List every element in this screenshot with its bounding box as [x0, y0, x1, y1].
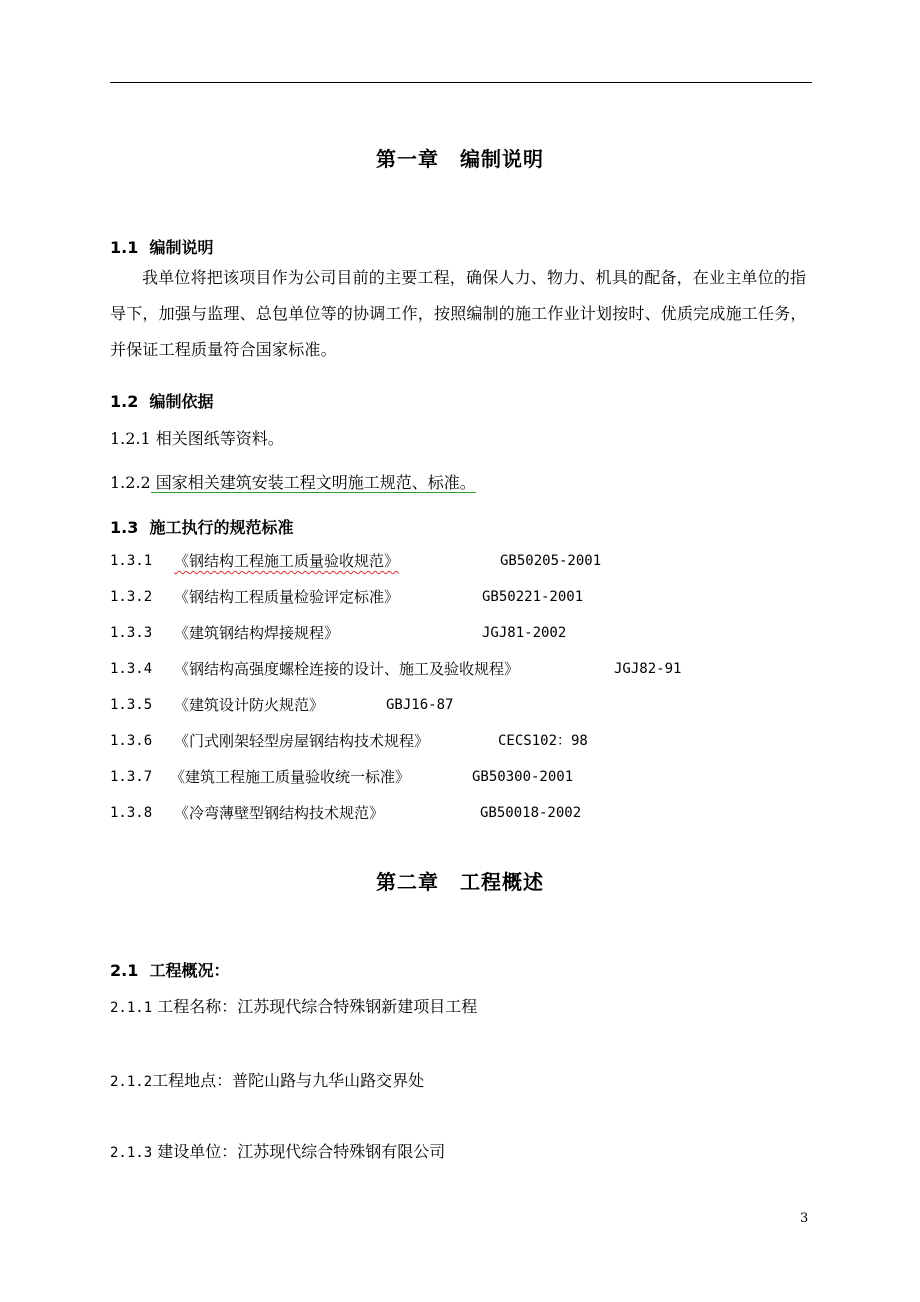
- standard-code: GBJ16-87: [386, 697, 454, 713]
- item-1-2-1: 1.2.1 相关图纸等资料。: [110, 429, 284, 448]
- info-project-location: [110, 1068, 424, 1091]
- header-rule: [110, 82, 812, 83]
- standard-code: GB50300-2001: [472, 769, 574, 785]
- standard-number: 1.3.4: [110, 661, 153, 677]
- standard-number: 1.3.2: [110, 589, 153, 605]
- standard-name: 《门式刚架轻型房屋钢结构技术规程》: [174, 732, 430, 750]
- info-text: 工程名称：江苏现代综合特殊钢新建项目工程: [152, 997, 478, 1016]
- standard-name: 《建筑设计防火规范》: [174, 696, 325, 714]
- standard-number: 1.3.8: [110, 805, 153, 821]
- standard-number: 1.3.7: [110, 769, 153, 785]
- standard-code: JGJ82-91: [614, 661, 682, 677]
- standard-name: 《建筑钢结构焊接规程》: [174, 624, 340, 642]
- info-number: 2.1.3: [110, 1145, 153, 1161]
- standard-number: 1.3.5: [110, 697, 153, 713]
- standard-name: 《钢结构工程质量检验评定标准》: [174, 588, 400, 606]
- standard-code: GB50205-2001: [500, 553, 602, 569]
- info-number: 2.1.2: [110, 1074, 153, 1090]
- standard-number: 1.3.1: [110, 553, 153, 569]
- standard-code: GB50221-2001: [482, 589, 584, 605]
- item-1-2-2: [110, 470, 476, 493]
- page-number: 3: [800, 1211, 809, 1226]
- standard-number: 1.3.3: [110, 625, 153, 641]
- chapter-2-title: 第二章 工程概述: [376, 870, 544, 894]
- section-1-1-title: 1.1 编制说明: [110, 238, 214, 257]
- info-client: [110, 1139, 445, 1162]
- standard-name: 《钢结构工程施工质量验收规范》: [174, 552, 400, 570]
- standard-name: 《冷弯薄壁型钢结构技术规范》: [174, 804, 385, 822]
- section-2-1-title: 2.1 工程概况：: [110, 961, 230, 980]
- info-number: 2.1.1: [110, 1000, 153, 1016]
- item-1-2-2-text: 国家相关建筑安装工程文明施工规范、标准。: [150, 473, 476, 492]
- item-1-2-2-num: 1.2.2: [110, 473, 151, 492]
- standard-code: CECS102：98: [498, 733, 588, 749]
- standard-code: GB50018-2002: [480, 805, 582, 821]
- info-text: 工程地点：普陀山路与九华山路交界处: [152, 1071, 425, 1090]
- standard-code: JGJ81-2002: [482, 625, 567, 641]
- standard-name: 《建筑工程施工质量验收统一标准》: [170, 768, 411, 786]
- section-1-2-title: 1.2 编制依据: [110, 392, 214, 411]
- info-text: 建设单位：江苏现代综合特殊钢有限公司: [152, 1142, 446, 1161]
- standard-number: 1.3.6: [110, 733, 153, 749]
- chapter-1-title: 第一章 编制说明: [376, 147, 544, 171]
- standard-name: 《钢结构高强度螺栓连接的设计、施工及验收规程》: [174, 660, 520, 678]
- section-1-3-title: 1.3 施工执行的规范标准: [110, 518, 294, 537]
- section-1-1-paragraph: 我单位将把该项目作为公司目前的主要工程，确保人力、物力、机具的配备，在业主单位的指导下，加强与监理、总包单位等的协调工作，按照编制的施工作业计划按时、优质完成施工任务，并保证工程质量符合国家标准。: [110, 268, 807, 359]
- info-project-name: [110, 994, 477, 1017]
